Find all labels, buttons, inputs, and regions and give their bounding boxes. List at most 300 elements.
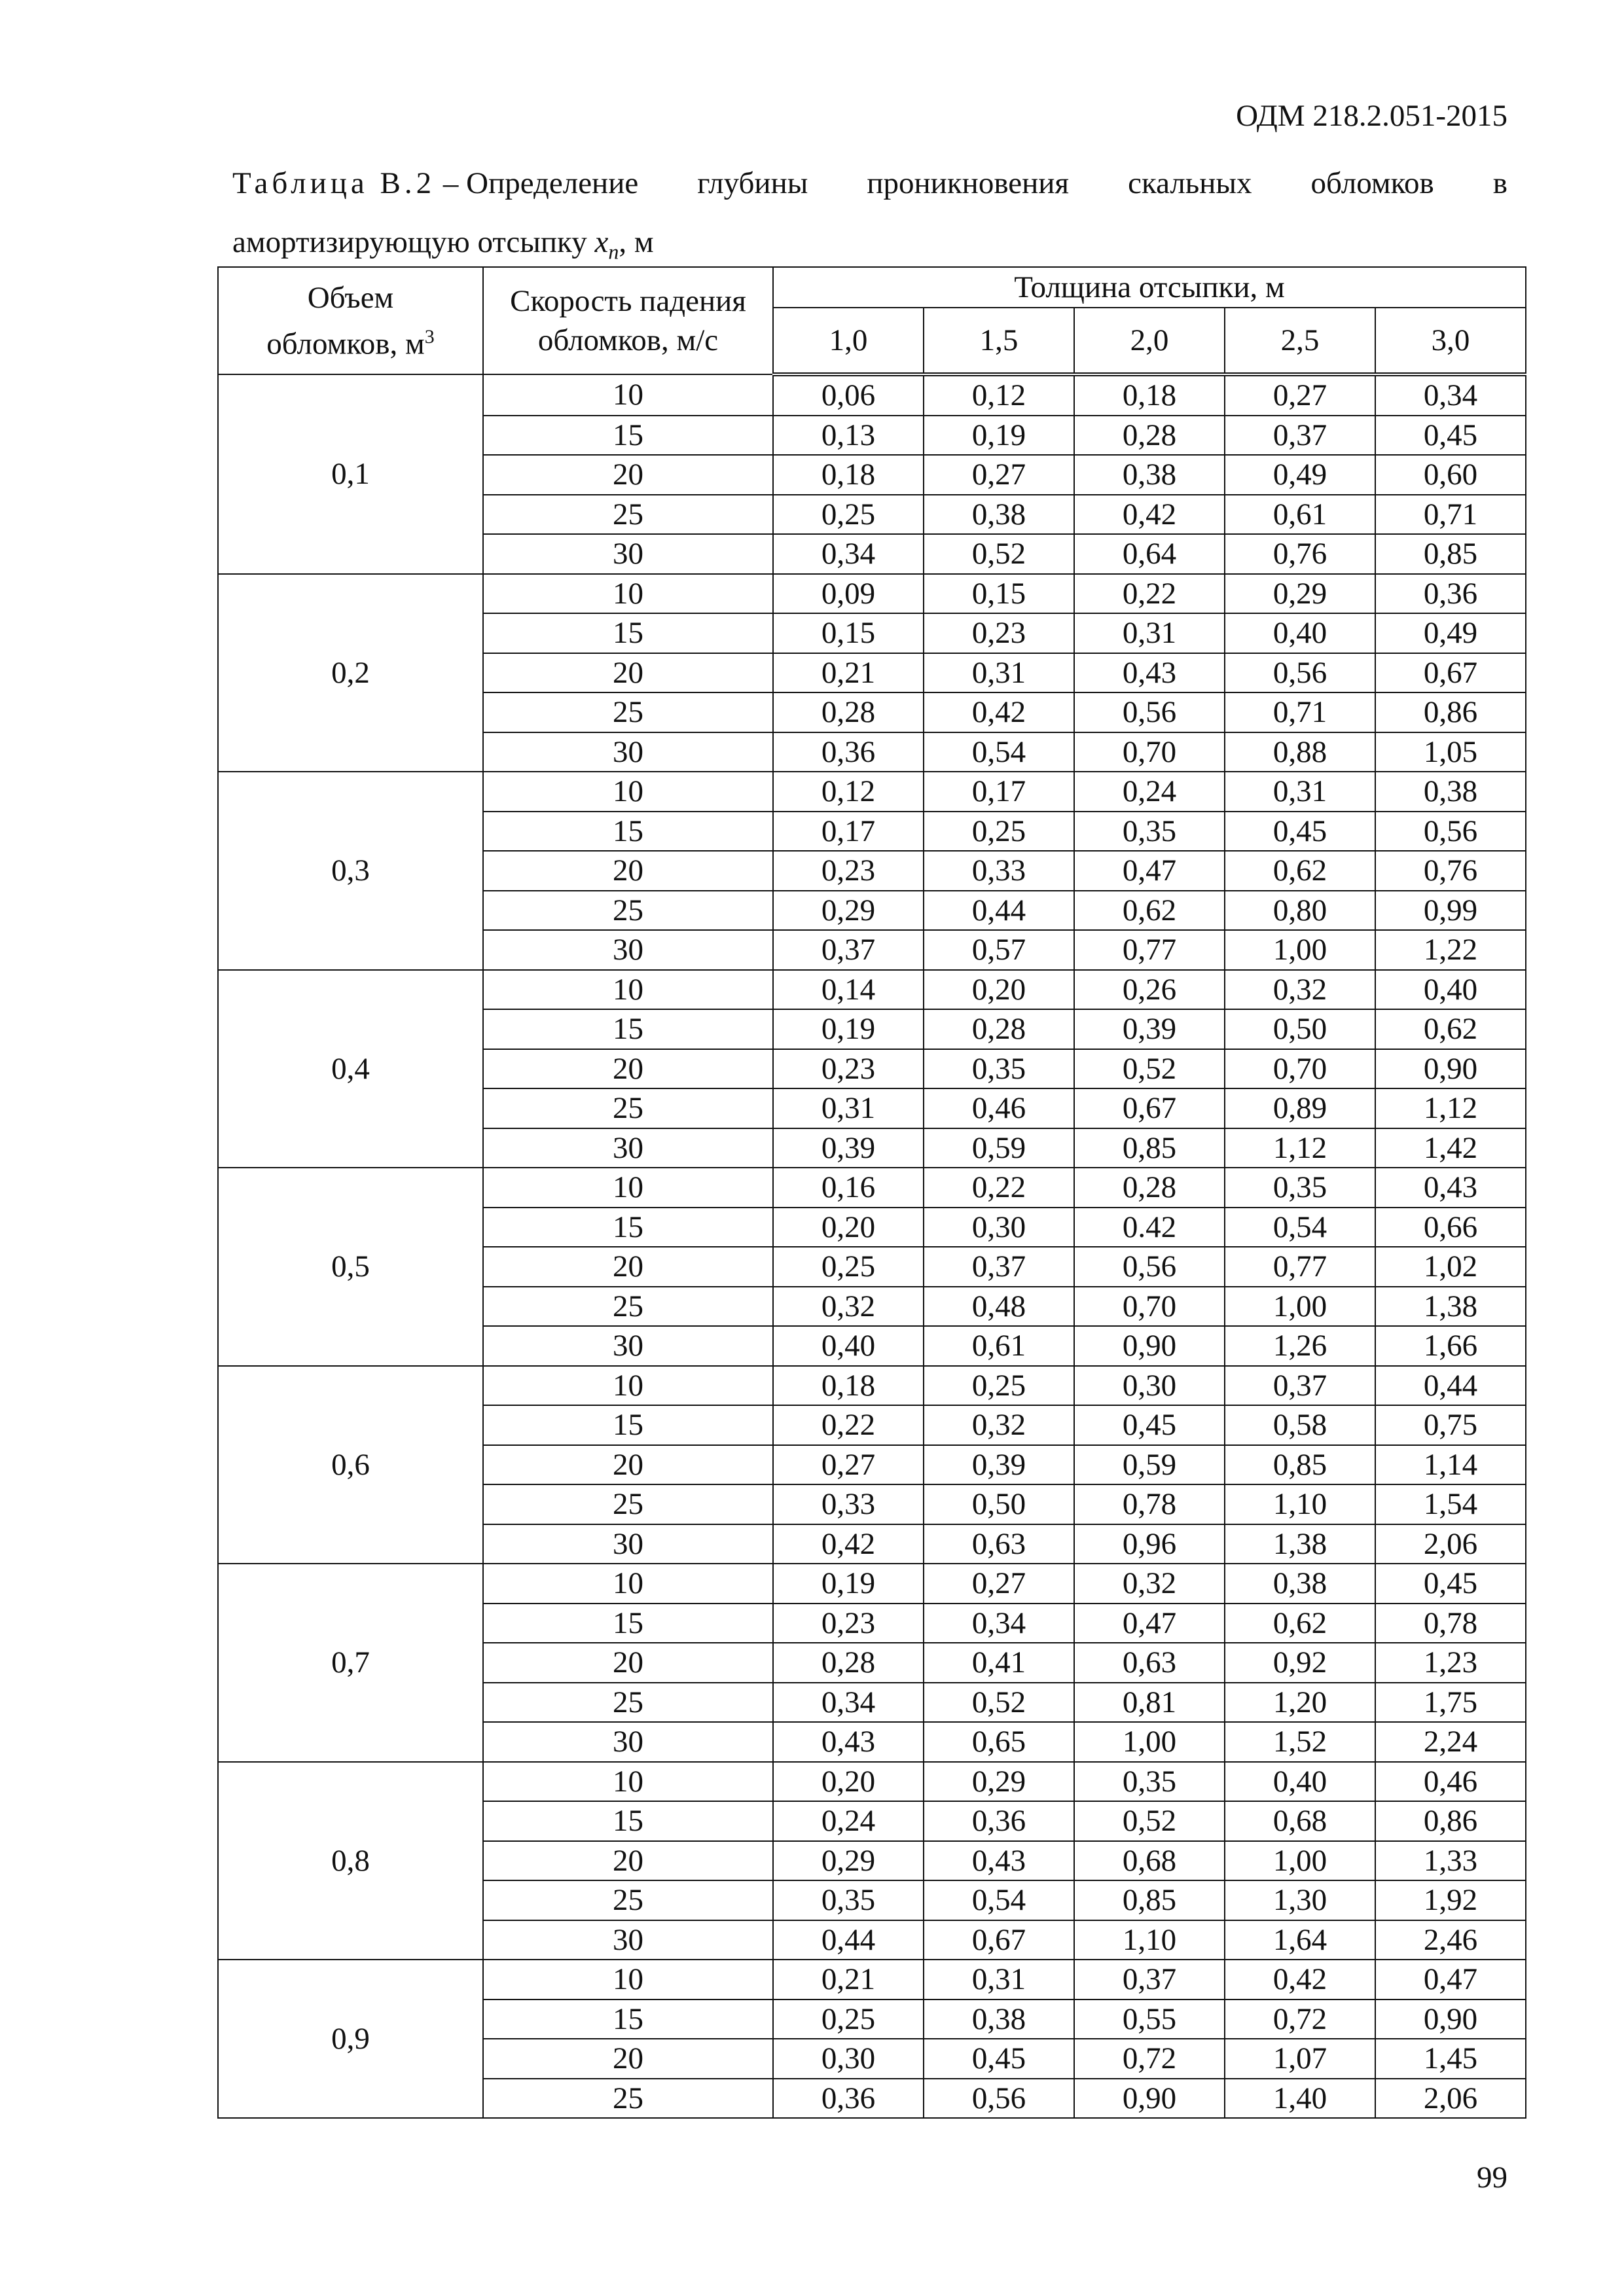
caption-dash: –: [442, 166, 459, 200]
depth-value-cell: 0,37: [1225, 1366, 1375, 1406]
caption-word-0: Определение: [466, 166, 639, 200]
depth-value-cell: 0,70: [1074, 732, 1225, 772]
speed-cell: 15: [483, 613, 773, 653]
depth-value-cell: 1,07: [1225, 2039, 1375, 2079]
depth-value-cell: 1,22: [1375, 930, 1526, 970]
depth-value-cell: 0,52: [1074, 1801, 1225, 1841]
depth-value-cell: 0,29: [1225, 574, 1375, 614]
depth-value-cell: 0,22: [1074, 574, 1225, 614]
depth-value-cell: 0,70: [1225, 1049, 1375, 1089]
depth-value-cell: 0,68: [1225, 1801, 1375, 1841]
volume-cell: 0,2: [218, 574, 483, 772]
depth-value-cell: 2,06: [1375, 1524, 1526, 1564]
depth-value-cell: 0,35: [1074, 812, 1225, 852]
depth-value-cell: 0,36: [773, 732, 924, 772]
speed-cell: 10: [483, 1168, 773, 1208]
depth-value-cell: 1,14: [1375, 1445, 1526, 1485]
depth-value-cell: 0,37: [924, 1247, 1074, 1287]
depth-value-cell: 0,45: [1074, 1405, 1225, 1445]
depth-value-cell: 0,45: [1225, 812, 1375, 852]
depth-value-cell: 1,52: [1225, 1722, 1375, 1762]
depth-value-cell: 0,38: [924, 2000, 1074, 2039]
depth-value-cell: 1,00: [1074, 1722, 1225, 1762]
depth-value-cell: 0,47: [1074, 1604, 1225, 1643]
depth-value-cell: 0,31: [1225, 772, 1375, 812]
depth-value-cell: 0,25: [924, 812, 1074, 852]
depth-value-cell: 0,19: [924, 416, 1074, 456]
depth-value-cell: 0,30: [924, 1208, 1074, 1247]
depth-value-cell: 1,45: [1375, 2039, 1526, 2079]
caption-unit: , м: [619, 225, 654, 259]
header-volume: [218, 267, 483, 374]
depth-value-cell: 0,50: [924, 1484, 1074, 1524]
depth-value-cell: 1,75: [1375, 1683, 1526, 1723]
speed-cell: 25: [483, 1484, 773, 1524]
depth-value-cell: 0,32: [924, 1405, 1074, 1445]
speed-cell: 10: [483, 970, 773, 1010]
depth-value-cell: 0,29: [773, 1841, 924, 1881]
depth-value-cell: 1,42: [1375, 1128, 1526, 1168]
header-thickness-value: 1,0: [773, 308, 924, 374]
caption-label: Таблица В.2: [232, 166, 436, 200]
depth-value-cell: 0,54: [924, 732, 1074, 772]
header-volume-unit: обломков, м: [266, 327, 425, 361]
depth-value-cell: 0,78: [1375, 1604, 1526, 1643]
depth-value-cell: 0,77: [1225, 1247, 1375, 1287]
depth-value-cell: 0,44: [924, 891, 1074, 931]
header-speed-line1: Скорость падения: [510, 284, 746, 318]
caption-word-2: проникновения: [867, 166, 1070, 200]
header-thickness-value: 2,5: [1225, 308, 1375, 374]
depth-value-cell: 0,38: [1225, 1564, 1375, 1604]
depth-value-cell: 0,25: [773, 2000, 924, 2039]
depth-value-cell: 0,18: [773, 1366, 924, 1406]
depth-value-cell: 0,60: [1375, 455, 1526, 495]
depth-value-cell: 0,63: [924, 1524, 1074, 1564]
depth-value-cell: 0,70: [1074, 1287, 1225, 1327]
depth-value-cell: 0,37: [1074, 1960, 1225, 2000]
volume-cell: 0,6: [218, 1366, 483, 1564]
depth-value-cell: 0,58: [1225, 1405, 1375, 1445]
depth-value-cell: 0,33: [773, 1484, 924, 1524]
depth-value-cell: 0,57: [924, 930, 1074, 970]
table-row: [218, 1762, 1526, 1802]
table-row: [218, 1168, 1526, 1208]
depth-value-cell: 0,43: [924, 1841, 1074, 1881]
depth-value-cell: 0,40: [1375, 970, 1526, 1010]
depth-value-cell: 0,54: [924, 1880, 1074, 1920]
depth-value-cell: 0,62: [1375, 1009, 1526, 1049]
depth-value-cell: 0,90: [1375, 1049, 1526, 1089]
depth-value-cell: 0,34: [773, 534, 924, 574]
depth-value-cell: 0,59: [1074, 1445, 1225, 1485]
depth-value-cell: 0,13: [773, 416, 924, 456]
depth-value-cell: 0,29: [924, 1762, 1074, 1802]
speed-cell: 30: [483, 1920, 773, 1960]
depth-value-cell: 0,37: [773, 930, 924, 970]
depth-value-cell: 0,46: [1375, 1762, 1526, 1802]
depth-value-cell: 0,39: [773, 1128, 924, 1168]
speed-cell: 15: [483, 2000, 773, 2039]
header-volume-line1: Объем: [307, 280, 394, 315]
depth-value-cell: 0,21: [773, 1960, 924, 2000]
speed-cell: 20: [483, 1841, 773, 1881]
depth-value-cell: 0,76: [1375, 851, 1526, 891]
depth-value-cell: 1,12: [1225, 1128, 1375, 1168]
speed-cell: 10: [483, 574, 773, 614]
depth-value-cell: 0,17: [924, 772, 1074, 812]
depth-value-cell: 0,42: [1225, 1960, 1375, 2000]
table-caption: [232, 154, 1507, 281]
depth-value-cell: 0,31: [1074, 613, 1225, 653]
speed-cell: 25: [483, 1683, 773, 1723]
depth-value-cell: 1,23: [1375, 1643, 1526, 1683]
depth-value-cell: 1,92: [1375, 1880, 1526, 1920]
depth-value-cell: 0,26: [1074, 970, 1225, 1010]
header-thickness-value: 2,0: [1074, 308, 1225, 374]
depth-value-cell: 0,42: [1074, 495, 1225, 535]
volume-cell: 0,4: [218, 970, 483, 1168]
depth-value-cell: 1,02: [1375, 1247, 1526, 1287]
depth-value-cell: 0,90: [1074, 1326, 1225, 1366]
depth-value-cell: 0,31: [924, 1960, 1074, 2000]
depth-value-cell: 0,49: [1375, 613, 1526, 653]
speed-cell: 30: [483, 1524, 773, 1564]
speed-cell: 20: [483, 1445, 773, 1485]
depth-value-cell: 0,38: [1074, 455, 1225, 495]
depth-value-cell: 2,46: [1375, 1920, 1526, 1960]
depth-value-cell: 0,61: [1225, 495, 1375, 535]
speed-cell: 10: [483, 772, 773, 812]
header-speed: [483, 267, 773, 374]
depth-value-cell: 0,36: [773, 2079, 924, 2119]
speed-cell: 30: [483, 1722, 773, 1762]
depth-value-cell: 0,22: [773, 1405, 924, 1445]
depth-value-cell: 0,38: [1375, 772, 1526, 812]
caption-line2-text: амортизирующую отсыпку: [232, 225, 595, 259]
speed-cell: 15: [483, 1405, 773, 1445]
depth-value-cell: 0,25: [924, 1366, 1074, 1406]
depth-value-cell: 0,27: [773, 1445, 924, 1485]
depth-value-cell: 0,21: [773, 653, 924, 693]
depth-value-cell: 0,67: [1375, 653, 1526, 693]
depth-value-cell: 0,45: [1375, 416, 1526, 456]
depth-value-cell: 1,10: [1074, 1920, 1225, 1960]
depth-value-cell: 0,35: [1225, 1168, 1375, 1208]
depth-value-cell: 0,78: [1074, 1484, 1225, 1524]
speed-cell: 15: [483, 1801, 773, 1841]
depth-value-cell: 1,64: [1225, 1920, 1375, 1960]
depth-value-cell: 0,43: [1375, 1168, 1526, 1208]
depth-value-cell: 0,76: [1225, 534, 1375, 574]
depth-value-cell: 0,40: [1225, 613, 1375, 653]
speed-cell: 20: [483, 653, 773, 693]
depth-value-cell: 0,40: [773, 1326, 924, 1366]
depth-value-cell: 0,35: [1074, 1762, 1225, 1802]
caption-line-1: [232, 154, 1507, 213]
depth-value-cell: 0,23: [773, 1049, 924, 1089]
depth-value-cell: 0,18: [1074, 374, 1225, 416]
header-thickness-value: 1,5: [924, 308, 1074, 374]
depth-value-cell: 0,72: [1074, 2039, 1225, 2079]
depth-value-cell: 0,35: [924, 1049, 1074, 1089]
depth-value-cell: 0,50: [1225, 1009, 1375, 1049]
depth-value-cell: 0,85: [1225, 1445, 1375, 1485]
depth-value-cell: 0,67: [924, 1920, 1074, 1960]
speed-cell: 10: [483, 1564, 773, 1604]
speed-cell: 20: [483, 851, 773, 891]
speed-cell: 15: [483, 812, 773, 852]
depth-value-cell: 0,62: [1074, 891, 1225, 931]
depth-value-cell: 0,18: [773, 455, 924, 495]
depth-value-cell: 0,24: [773, 1801, 924, 1841]
depth-value-cell: 0,28: [1074, 416, 1225, 456]
depth-value-cell: 0,42: [924, 692, 1074, 732]
depth-value-cell: 0,92: [1225, 1643, 1375, 1683]
speed-cell: 20: [483, 455, 773, 495]
depth-value-cell: 0,46: [924, 1088, 1074, 1128]
depth-value-cell: 0,20: [773, 1762, 924, 1802]
caption-word-5: в: [1492, 166, 1507, 200]
depth-value-cell: 0,30: [773, 2039, 924, 2079]
depth-value-cell: 0,68: [1074, 1841, 1225, 1881]
depth-value-cell: 0,38: [924, 495, 1074, 535]
depth-value-cell: 1,00: [1225, 1841, 1375, 1881]
header-thickness: Толщина отсыпки, м: [773, 267, 1526, 308]
depth-value-cell: 0,28: [1074, 1168, 1225, 1208]
depth-value-cell: 1,00: [1225, 1287, 1375, 1327]
caption-variable-subscript: n: [608, 240, 619, 264]
depth-value-cell: 0,31: [773, 1088, 924, 1128]
depth-value-cell: 0,56: [1225, 653, 1375, 693]
depth-value-cell: 1,66: [1375, 1326, 1526, 1366]
depth-value-cell: 0,28: [773, 692, 924, 732]
depth-value-cell: 0,43: [773, 1722, 924, 1762]
depth-value-cell: 0,25: [773, 1247, 924, 1287]
depth-value-cell: 1,12: [1375, 1088, 1526, 1128]
depth-value-cell: 1,40: [1225, 2079, 1375, 2119]
depth-value-cell: 1,05: [1375, 732, 1526, 772]
depth-value-cell: 2,24: [1375, 1722, 1526, 1762]
depth-value-cell: 0,25: [773, 495, 924, 535]
speed-cell: 15: [483, 416, 773, 456]
depth-value-cell: 0,71: [1375, 495, 1526, 535]
depth-value-cell: 0,20: [924, 970, 1074, 1010]
depth-value-cell: 0,96: [1074, 1524, 1225, 1564]
page-number: 99: [1477, 2161, 1507, 2195]
speed-cell: 25: [483, 2079, 773, 2119]
depth-value-cell: 0,86: [1375, 1801, 1526, 1841]
caption-variable: x: [594, 225, 609, 259]
speed-cell: 10: [483, 1366, 773, 1406]
depth-value-cell: 0,35: [773, 1880, 924, 1920]
speed-cell: 25: [483, 692, 773, 732]
depth-value-cell: 0,65: [924, 1722, 1074, 1762]
depth-value-cell: 0,29: [773, 891, 924, 931]
depth-value-cell: 0,27: [1225, 374, 1375, 416]
depth-value-cell: 0,23: [773, 851, 924, 891]
depth-value-cell: 0,47: [1074, 851, 1225, 891]
depth-value-cell: 0,15: [773, 613, 924, 653]
depth-value-cell: 0,37: [1225, 416, 1375, 456]
depth-value-cell: 0,47: [1375, 1960, 1526, 2000]
header-speed-line2: обломков, м/с: [537, 323, 719, 357]
depth-value-cell: 1,26: [1225, 1326, 1375, 1366]
depth-value-cell: 0,86: [1375, 692, 1526, 732]
depth-value-cell: 0,56: [1375, 812, 1526, 852]
volume-cell: 0,5: [218, 1168, 483, 1366]
depth-value-cell: 0,77: [1074, 930, 1225, 970]
depth-value-cell: 0,90: [1074, 2079, 1225, 2119]
depth-value-cell: 0,42: [773, 1524, 924, 1564]
speed-cell: 30: [483, 1326, 773, 1366]
depth-value-cell: 0,31: [924, 653, 1074, 693]
depth-value-cell: 0,45: [924, 2039, 1074, 2079]
speed-cell: 30: [483, 1128, 773, 1168]
table-row: [218, 574, 1526, 614]
table-row: [218, 1564, 1526, 1604]
depth-value-cell: 0,23: [924, 613, 1074, 653]
depth-value-cell: 0,33: [924, 851, 1074, 891]
depth-value-cell: 0,56: [1074, 1247, 1225, 1287]
depth-value-cell: 0,34: [773, 1683, 924, 1723]
depth-value-cell: 0,39: [1074, 1009, 1225, 1049]
depth-value-cell: 0,43: [1074, 653, 1225, 693]
header-volume-line2: [219, 317, 482, 364]
depth-value-cell: 0,54: [1225, 1208, 1375, 1247]
depth-value-cell: 0,52: [1074, 1049, 1225, 1089]
volume-cell: 0,9: [218, 1960, 483, 2118]
depth-value-cell: 0,12: [773, 772, 924, 812]
depth-value-cell: 0,49: [1225, 455, 1375, 495]
depth-value-cell: 0,16: [773, 1168, 924, 1208]
depth-value-cell: 0,80: [1225, 891, 1375, 931]
header-thickness-value: 3,0: [1375, 308, 1526, 374]
depth-value-cell: 0,44: [1375, 1366, 1526, 1406]
depth-value-cell: 0,56: [1074, 692, 1225, 732]
speed-cell: 20: [483, 1049, 773, 1089]
depth-value-cell: 0,24: [1074, 772, 1225, 812]
table-body: [218, 374, 1526, 2118]
document-code: ОДМ 218.2.051-2015: [1236, 99, 1507, 133]
depth-value-cell: 0,19: [773, 1564, 924, 1604]
depth-value-cell: 0,59: [924, 1128, 1074, 1168]
depth-value-cell: 0,75: [1375, 1405, 1526, 1445]
depth-value-cell: 0,32: [1225, 970, 1375, 1010]
depth-value-cell: 0,52: [924, 534, 1074, 574]
header-volume-sup: 3: [424, 325, 435, 348]
speed-cell: 30: [483, 534, 773, 574]
depth-value-cell: 1,00: [1225, 930, 1375, 970]
depth-value-cell: 0,85: [1074, 1128, 1225, 1168]
depth-value-cell: 0,64: [1074, 534, 1225, 574]
depth-value-cell: 0,62: [1225, 851, 1375, 891]
caption-label-group: [232, 154, 638, 213]
table-row: [218, 1366, 1526, 1406]
depth-value-cell: 0,34: [924, 1604, 1074, 1643]
depth-value-cell: 0,90: [1375, 2000, 1526, 2039]
speed-cell: 10: [483, 1960, 773, 2000]
speed-cell: 10: [483, 1762, 773, 1802]
speed-cell: 30: [483, 732, 773, 772]
depth-value-cell: 0,56: [924, 2079, 1074, 2119]
speed-cell: 25: [483, 1088, 773, 1128]
depth-value-cell: 0,36: [1375, 574, 1526, 614]
depth-value-cell: 0,61: [924, 1326, 1074, 1366]
speed-cell: 25: [483, 495, 773, 535]
speed-cell: 15: [483, 1009, 773, 1049]
depth-value-cell: 0,41: [924, 1643, 1074, 1683]
depth-value-cell: 0.42: [1074, 1208, 1225, 1247]
depth-value-cell: 0,15: [924, 574, 1074, 614]
depth-value-cell: 0,99: [1375, 891, 1526, 931]
speed-cell: 25: [483, 1287, 773, 1327]
depth-value-cell: 0,67: [1074, 1088, 1225, 1128]
speed-cell: 20: [483, 2039, 773, 2079]
depth-value-cell: 0,39: [924, 1445, 1074, 1485]
depth-value-cell: 1,20: [1225, 1683, 1375, 1723]
depth-value-cell: 1,30: [1225, 1880, 1375, 1920]
depth-value-cell: 0,72: [1225, 2000, 1375, 2039]
speed-cell: 20: [483, 1247, 773, 1287]
depth-value-cell: 0,45: [1375, 1564, 1526, 1604]
depth-value-cell: 0,06: [773, 374, 924, 416]
depth-value-cell: 1,54: [1375, 1484, 1526, 1524]
depth-value-cell: 0,85: [1074, 1880, 1225, 1920]
speed-cell: 25: [483, 1880, 773, 1920]
depth-value-cell: 0,85: [1375, 534, 1526, 574]
depth-value-cell: 0,32: [1074, 1564, 1225, 1604]
speed-cell: 30: [483, 930, 773, 970]
volume-cell: 0,8: [218, 1762, 483, 1960]
depth-value-cell: 0,30: [1074, 1366, 1225, 1406]
depth-value-cell: 0,28: [773, 1643, 924, 1683]
depth-value-cell: 0,12: [924, 374, 1074, 416]
depth-value-cell: 0,48: [924, 1287, 1074, 1327]
depth-value-cell: 0,66: [1375, 1208, 1526, 1247]
depth-value-cell: 0,88: [1225, 732, 1375, 772]
depth-value-cell: 0,27: [924, 455, 1074, 495]
depth-value-cell: 0,19: [773, 1009, 924, 1049]
speed-cell: 15: [483, 1208, 773, 1247]
depth-value-cell: 0,32: [773, 1287, 924, 1327]
depth-value-cell: 0,28: [924, 1009, 1074, 1049]
volume-cell: 0,1: [218, 374, 483, 574]
speed-cell: 25: [483, 891, 773, 931]
depth-value-cell: 0,17: [773, 812, 924, 852]
caption-word-3: скальных: [1128, 166, 1252, 200]
depth-value-cell: 0,89: [1225, 1088, 1375, 1128]
volume-cell: 0,3: [218, 772, 483, 970]
depth-value-cell: 0,63: [1074, 1643, 1225, 1683]
penetration-depth-table: [217, 266, 1526, 2119]
depth-value-cell: 0,27: [924, 1564, 1074, 1604]
caption-word-4: обломков: [1310, 166, 1434, 200]
depth-value-cell: 0,40: [1225, 1762, 1375, 1802]
depth-value-cell: 0,36: [924, 1801, 1074, 1841]
speed-cell: 15: [483, 1604, 773, 1643]
caption-word-1: глубины: [697, 166, 808, 200]
table-row: [218, 374, 1526, 416]
depth-value-cell: 0,09: [773, 574, 924, 614]
depth-value-cell: 0,22: [924, 1168, 1074, 1208]
depth-value-cell: 0,23: [773, 1604, 924, 1643]
depth-value-cell: 0,14: [773, 970, 924, 1010]
depth-value-cell: 0,52: [924, 1683, 1074, 1723]
depth-value-cell: 2,06: [1375, 2079, 1526, 2119]
volume-cell: 0,7: [218, 1564, 483, 1762]
table-row: [218, 970, 1526, 1010]
